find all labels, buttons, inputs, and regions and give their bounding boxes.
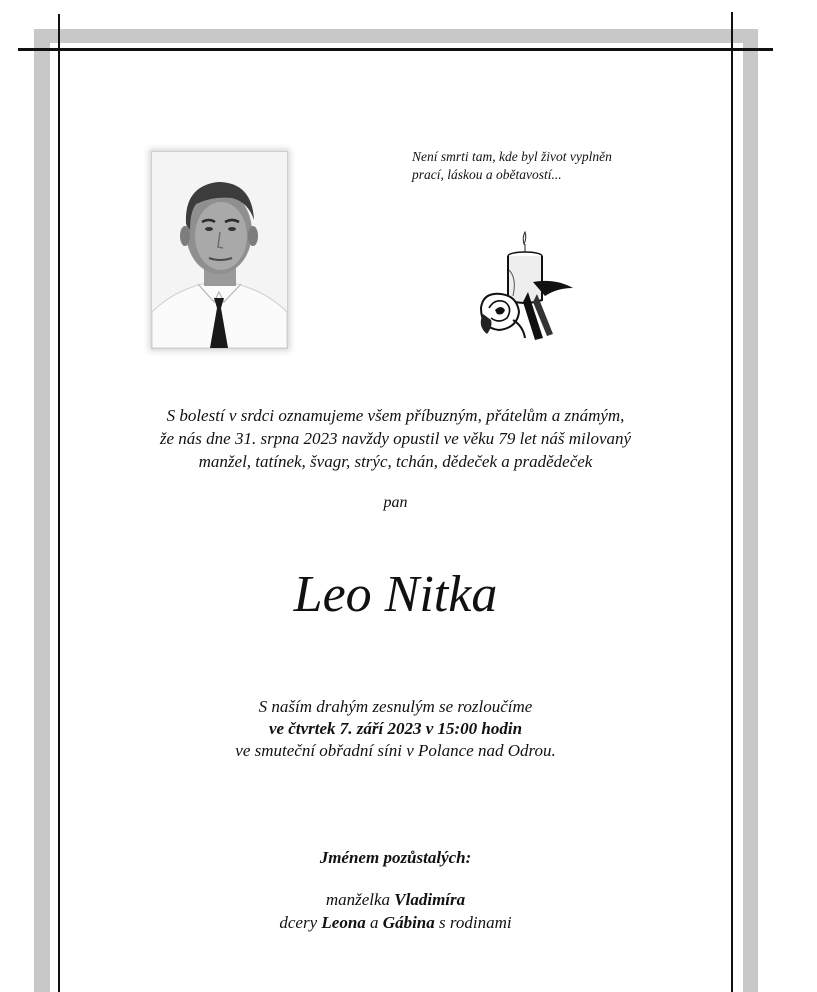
wife-name: Vladimíra — [394, 890, 466, 909]
survivors-heading: Jménem pozůstalých: — [319, 848, 472, 867]
conjunction: a — [370, 913, 379, 932]
announcement-line-1: S bolestí v srdci oznamujeme všem příbuzným, přátelům a známým, — [166, 406, 625, 425]
death-announcement — [60, 404, 731, 473]
farewell-location: ve smuteční obřadní síni v Polance nad Odrou. — [235, 741, 556, 760]
daughters-prefix: dcery — [279, 913, 318, 932]
motto-quote — [412, 148, 692, 184]
farewell-date-time: ve čtvrtek 7. září 2023 v 15:00 hodin — [268, 719, 523, 738]
frame-gray-left — [34, 29, 50, 992]
motto-line-2: prací, láskou a obětavostí... — [412, 167, 562, 182]
announcement-line-3: manžel, tatínek, švagr, strýc, tchán, dědeček a pradědeček — [198, 452, 593, 471]
frame-gray-top — [34, 29, 758, 43]
survivor-daughters — [60, 911, 731, 934]
deceased-name: Leo Nitka — [293, 566, 498, 623]
portrait-icon — [152, 152, 287, 348]
survivors-list — [60, 888, 731, 934]
farewell-details — [60, 696, 731, 762]
candle-with-rose-icon — [473, 230, 577, 342]
survivors-suffix: s rodinami — [439, 913, 512, 932]
wife-prefix: manželka — [325, 890, 391, 909]
portrait-photo — [151, 151, 288, 349]
frame-gray-right — [743, 29, 758, 992]
daughter-1: Leona — [321, 913, 366, 932]
survivor-wife — [60, 888, 731, 911]
farewell-line-1: S naším drahým zesnulým se rozloučíme — [258, 697, 533, 716]
motto-line-1: Není smrti tam, kde byl život vyplněn — [412, 149, 612, 164]
salutation: pan — [383, 494, 408, 511]
announcement-line-2: že nás dne 31. srpna 2023 navždy opustil ve věku 79 let náš milovaný — [159, 429, 632, 448]
frame-line-top — [18, 48, 773, 51]
daughter-2: Gábina — [382, 913, 435, 932]
frame-line-right — [731, 12, 733, 992]
